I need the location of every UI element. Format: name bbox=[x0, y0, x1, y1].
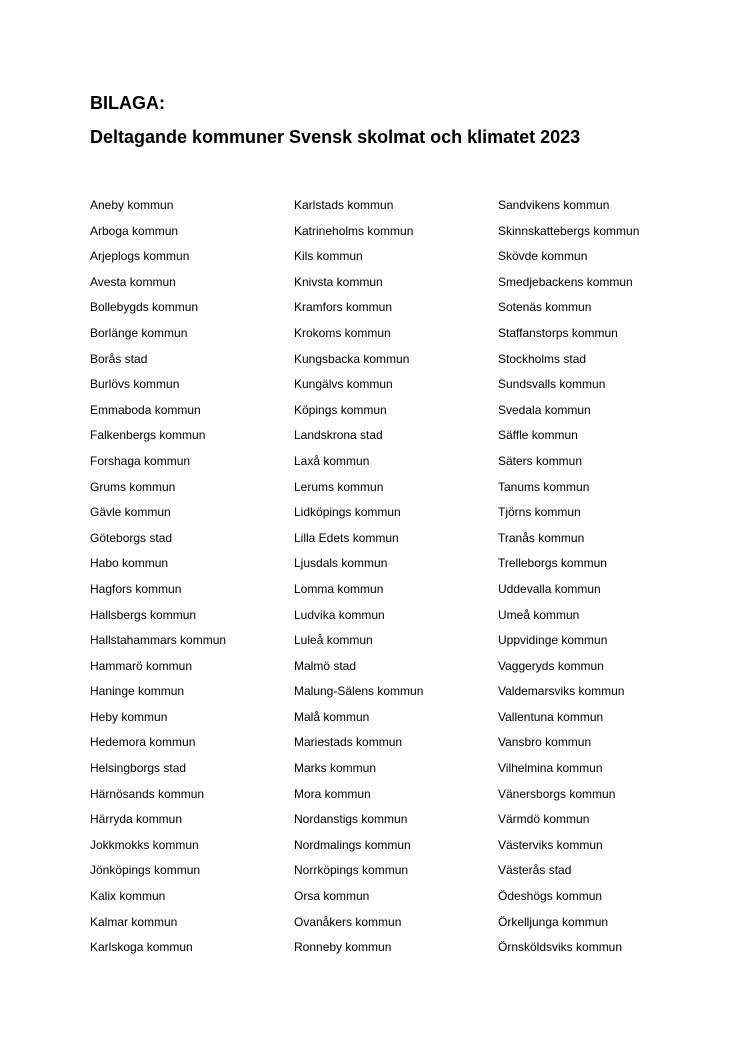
municipality-item: Ovanåkers kommun bbox=[294, 914, 402, 929]
municipality-item: Örkelljunga kommun bbox=[498, 914, 609, 929]
municipality-item: Katrineholms kommun bbox=[294, 223, 414, 238]
municipality-item: Vänersborgs kommun bbox=[498, 786, 616, 801]
municipality-item: Kalmar kommun bbox=[90, 914, 178, 929]
municipality-item: Säffle kommun bbox=[498, 428, 578, 443]
municipality-item: Västerås stad bbox=[498, 863, 572, 878]
municipality-item: Vaggeryds kommun bbox=[498, 658, 604, 673]
municipality-item: Smedjebackens kommun bbox=[498, 274, 633, 289]
municipality-item: Arboga kommun bbox=[90, 223, 179, 238]
municipality-item: Karlskoga kommun bbox=[90, 940, 193, 955]
municipality-item: Hallsbergs kommun bbox=[90, 607, 197, 622]
municipality-item: Haninge kommun bbox=[90, 684, 185, 699]
municipality-item: Borås stad bbox=[90, 351, 148, 366]
municipality-item: Göteborgs stad bbox=[90, 530, 173, 545]
municipality-item: Ludvika kommun bbox=[294, 607, 385, 622]
municipality-item: Mariestads kommun bbox=[294, 735, 403, 750]
municipality-column-2 bbox=[294, 193, 423, 961]
municipality-item: Vilhelmina kommun bbox=[498, 761, 603, 776]
municipality-item: Heby kommun bbox=[90, 709, 168, 724]
municipality-item: Landskrona stad bbox=[294, 428, 383, 443]
municipality-item: Tjörns kommun bbox=[498, 505, 581, 520]
municipality-item: Bollebygds kommun bbox=[90, 300, 199, 315]
municipality-item: Norrköpings kommun bbox=[294, 863, 409, 878]
municipality-item: Staffanstorps kommun bbox=[498, 325, 618, 340]
municipality-item: Grums kommun bbox=[90, 479, 176, 494]
municipality-item: Tranås kommun bbox=[498, 530, 585, 545]
municipality-item: Valdemarsviks kommun bbox=[498, 684, 625, 699]
municipality-item: Uddevalla kommun bbox=[498, 581, 601, 596]
municipality-item: Skinnskattebergs kommun bbox=[498, 223, 640, 238]
municipality-item: Ljusdals kommun bbox=[294, 556, 388, 571]
municipality-item: Trelleborgs kommun bbox=[498, 556, 607, 571]
municipality-item: Säters kommun bbox=[498, 453, 583, 468]
municipality-item: Habo kommun bbox=[90, 556, 169, 571]
municipality-item: Sandvikens kommun bbox=[498, 198, 610, 212]
municipality-item: Gävle kommun bbox=[90, 505, 171, 520]
municipality-item: Malå kommun bbox=[294, 709, 370, 724]
municipality-item: Stockholms stad bbox=[498, 351, 587, 366]
municipality-item: Aneby kommun bbox=[90, 198, 174, 212]
municipality-column-3 bbox=[498, 193, 639, 961]
municipality-item: Jönköpings kommun bbox=[90, 863, 201, 878]
municipality-item: Hammarö kommun bbox=[90, 658, 193, 673]
municipality-item: Emmaboda kommun bbox=[90, 402, 201, 417]
municipality-item: Lerums kommun bbox=[294, 479, 384, 494]
municipality-item: Arjeplogs kommun bbox=[90, 249, 190, 264]
municipality-item: Marks kommun bbox=[294, 761, 377, 776]
municipality-item: Sotenäs kommun bbox=[498, 300, 592, 315]
municipality-item: Västerviks kommun bbox=[498, 837, 603, 852]
municipality-item: Lilla Edets kommun bbox=[294, 530, 399, 545]
municipality-item: Mora kommun bbox=[294, 786, 371, 801]
municipality-item: Kramfors kommun bbox=[294, 300, 393, 315]
municipality-item: Forshaga kommun bbox=[90, 453, 191, 468]
municipality-item: Vansbro kommun bbox=[498, 735, 592, 750]
municipality-item: Sundsvalls kommun bbox=[498, 377, 606, 392]
municipality-item: Laxå kommun bbox=[294, 453, 370, 468]
municipality-item: Karlstads kommun bbox=[294, 198, 394, 212]
municipality-item: Jokkmokks kommun bbox=[90, 837, 199, 852]
municipality-item: Kils kommun bbox=[294, 249, 363, 264]
municipality-item: Knivsta kommun bbox=[294, 274, 383, 289]
municipality-item: Hallstahammars kommun bbox=[90, 633, 227, 648]
municipality-item: Nordanstigs kommun bbox=[294, 812, 408, 827]
municipality-item: Skövde kommun bbox=[498, 249, 588, 264]
municipality-item: Luleå kommun bbox=[294, 633, 373, 648]
municipality-item: Hedemora kommun bbox=[90, 735, 196, 750]
municipality-item: Avesta kommun bbox=[90, 274, 176, 289]
municipality-item: Kungsbacka kommun bbox=[294, 351, 410, 366]
municipality-item: Örnsköldsviks kommun bbox=[498, 940, 623, 955]
document-label: BILAGA: bbox=[90, 93, 165, 113]
municipality-item: Hagfors kommun bbox=[90, 581, 182, 596]
municipality-item: Malmö stad bbox=[294, 658, 357, 673]
municipality-item: Helsingborgs stad bbox=[90, 761, 187, 776]
municipality-item: Falkenbergs kommun bbox=[90, 428, 206, 443]
municipality-item: Uppvidinge kommun bbox=[498, 633, 608, 648]
municipality-item: Härryda kommun bbox=[90, 812, 183, 827]
municipality-item: Svedala kommun bbox=[498, 402, 591, 417]
municipality-item: Lomma kommun bbox=[294, 581, 384, 596]
municipality-item: Burlövs kommun bbox=[90, 377, 180, 392]
municipality-column-1 bbox=[90, 193, 226, 961]
municipality-item: Tanums kommun bbox=[498, 479, 590, 494]
municipality-item: Ödeshögs kommun bbox=[498, 889, 603, 904]
municipality-item: Härnösands kommun bbox=[90, 786, 205, 801]
municipality-item: Kalix kommun bbox=[90, 889, 166, 904]
municipality-item: Orsa kommun bbox=[294, 889, 370, 904]
municipality-item: Malung-Sälens kommun bbox=[294, 684, 424, 699]
municipality-item: Kungälvs kommun bbox=[294, 377, 393, 392]
municipality-item: Borlänge kommun bbox=[90, 325, 188, 340]
municipality-item: Vallentuna kommun bbox=[498, 709, 604, 724]
municipality-item: Köpings kommun bbox=[294, 402, 387, 417]
document-title: Deltagande kommuner Svensk skolmat och klimatet 2023 bbox=[90, 127, 581, 147]
municipality-item: Ronneby kommun bbox=[294, 940, 392, 955]
municipality-item: Nordmalings kommun bbox=[294, 837, 411, 852]
municipality-item: Lidköpings kommun bbox=[294, 505, 401, 520]
municipality-item: Umeå kommun bbox=[498, 607, 580, 622]
municipality-item: Värmdö kommun bbox=[498, 812, 590, 827]
municipality-item: Krokoms kommun bbox=[294, 325, 391, 340]
